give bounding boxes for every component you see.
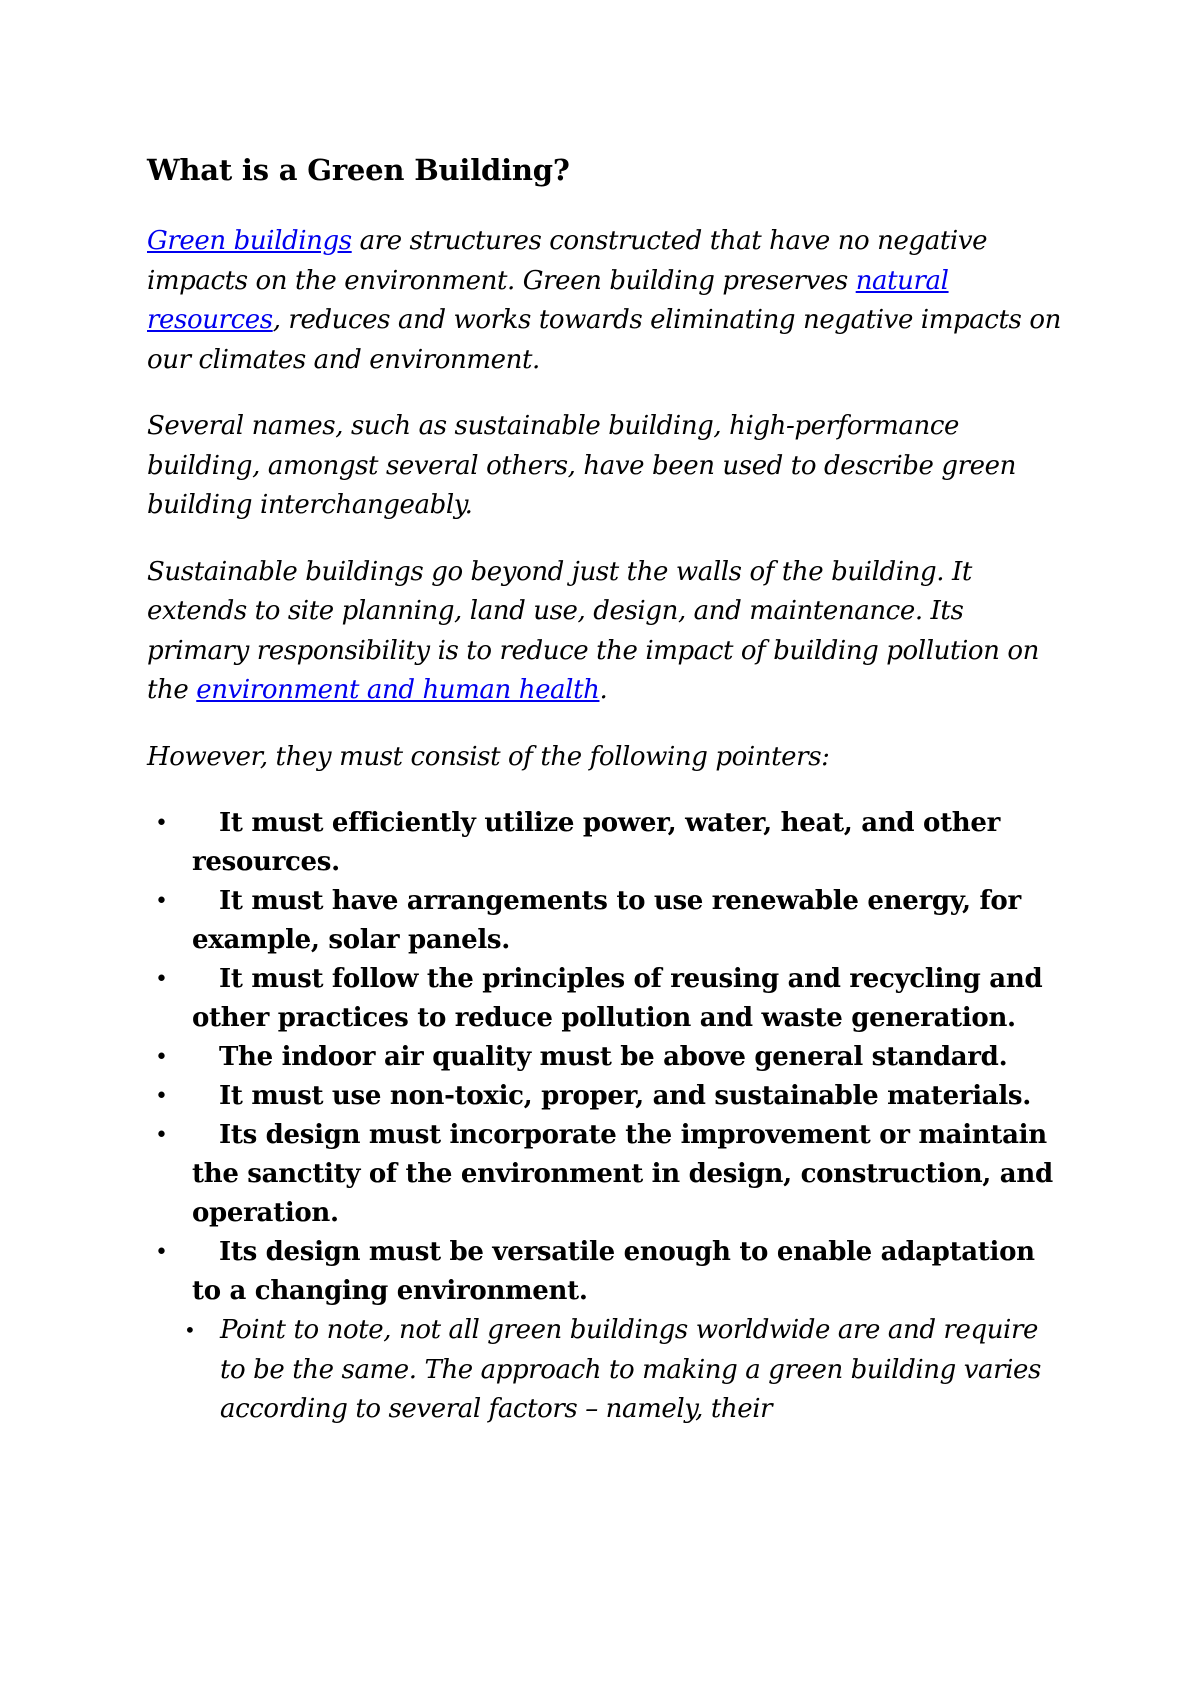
paragraph-definition-text-1: are structures constructed that have no negative impacts on the environment. Green building preserves xyxy=(147,226,988,296)
sub-list-item-text: Point to note, not all green buildings worldwide are and require to be the same. The approach to making a green building varies according to several factors – namely, their xyxy=(220,1315,1041,1424)
bullet-icon: • xyxy=(155,1123,168,1148)
page-title: What is a Green Building? xyxy=(147,153,570,187)
bullet-icon: • xyxy=(155,889,168,914)
list-item xyxy=(147,1038,1067,1077)
list-item-text: It must follow the principles of reusing and recycling and other practices to reduce pollution and waste generation. xyxy=(192,964,1043,1033)
link-environment-human-health[interactable]: environment and human health xyxy=(196,675,600,705)
paragraph-pointers-intro: However, they must consist of the following pointers: xyxy=(147,741,830,772)
bullet-icon: • xyxy=(155,1045,168,1070)
document-page xyxy=(147,150,1067,1430)
bullet-icon: • xyxy=(155,967,168,992)
list-item-text: It must use non-toxic, proper, and sustainable materials. xyxy=(219,1081,1032,1111)
sub-list-item xyxy=(147,1311,1067,1430)
bullet-icon: • xyxy=(155,811,168,836)
link-green-buildings[interactable]: Green buildings xyxy=(147,226,352,256)
list-item-text: It must have arrangements to use renewable energy, for example, solar panels. xyxy=(192,886,1021,955)
sub-pointer-list xyxy=(147,1311,1067,1430)
paragraph-definition-text-2: , reduces and works towards eliminating negative impacts on our climates and environment. xyxy=(147,305,1061,375)
paragraph-sustainable xyxy=(147,553,1067,711)
list-item xyxy=(147,1233,1067,1311)
paragraph-sustainable-text-1: Sustainable buildings go beyond just the walls of the building. It extends to site planning, land use, design, and maintenance. Its primary responsibility is to reduce the impact of building pollution on the xyxy=(147,556,1039,705)
paragraph-sustainable-text-2: . xyxy=(599,675,608,705)
paragraph-names: Several names, such as sustainable building, high-performance building, amongst several others, have been used to describe green building interchangeably. xyxy=(147,411,1016,520)
pointer-list xyxy=(147,804,1067,1311)
list-item-text: It must efficiently utilize power, water, heat, and other resources. xyxy=(192,808,1001,877)
list-item xyxy=(147,882,1067,960)
bullet-icon: • xyxy=(184,1318,196,1342)
list-item xyxy=(147,1077,1067,1116)
bullet-icon: • xyxy=(155,1240,168,1265)
list-item xyxy=(147,960,1067,1038)
list-item-text: The indoor air quality must be above general standard. xyxy=(219,1042,1008,1072)
list-item-text: Its design must incorporate the improvement or maintain the sanctity of the environment in design, construction, and operation. xyxy=(192,1120,1053,1228)
bullet-icon: • xyxy=(155,1084,168,1109)
list-item xyxy=(147,1116,1067,1233)
paragraph-definition xyxy=(147,222,1067,380)
link-natural-resources[interactable]: natural resources xyxy=(147,265,949,335)
list-item-text: Its design must be versatile enough to enable adaptation to a changing environment. xyxy=(192,1237,1035,1306)
list-item xyxy=(147,804,1067,882)
